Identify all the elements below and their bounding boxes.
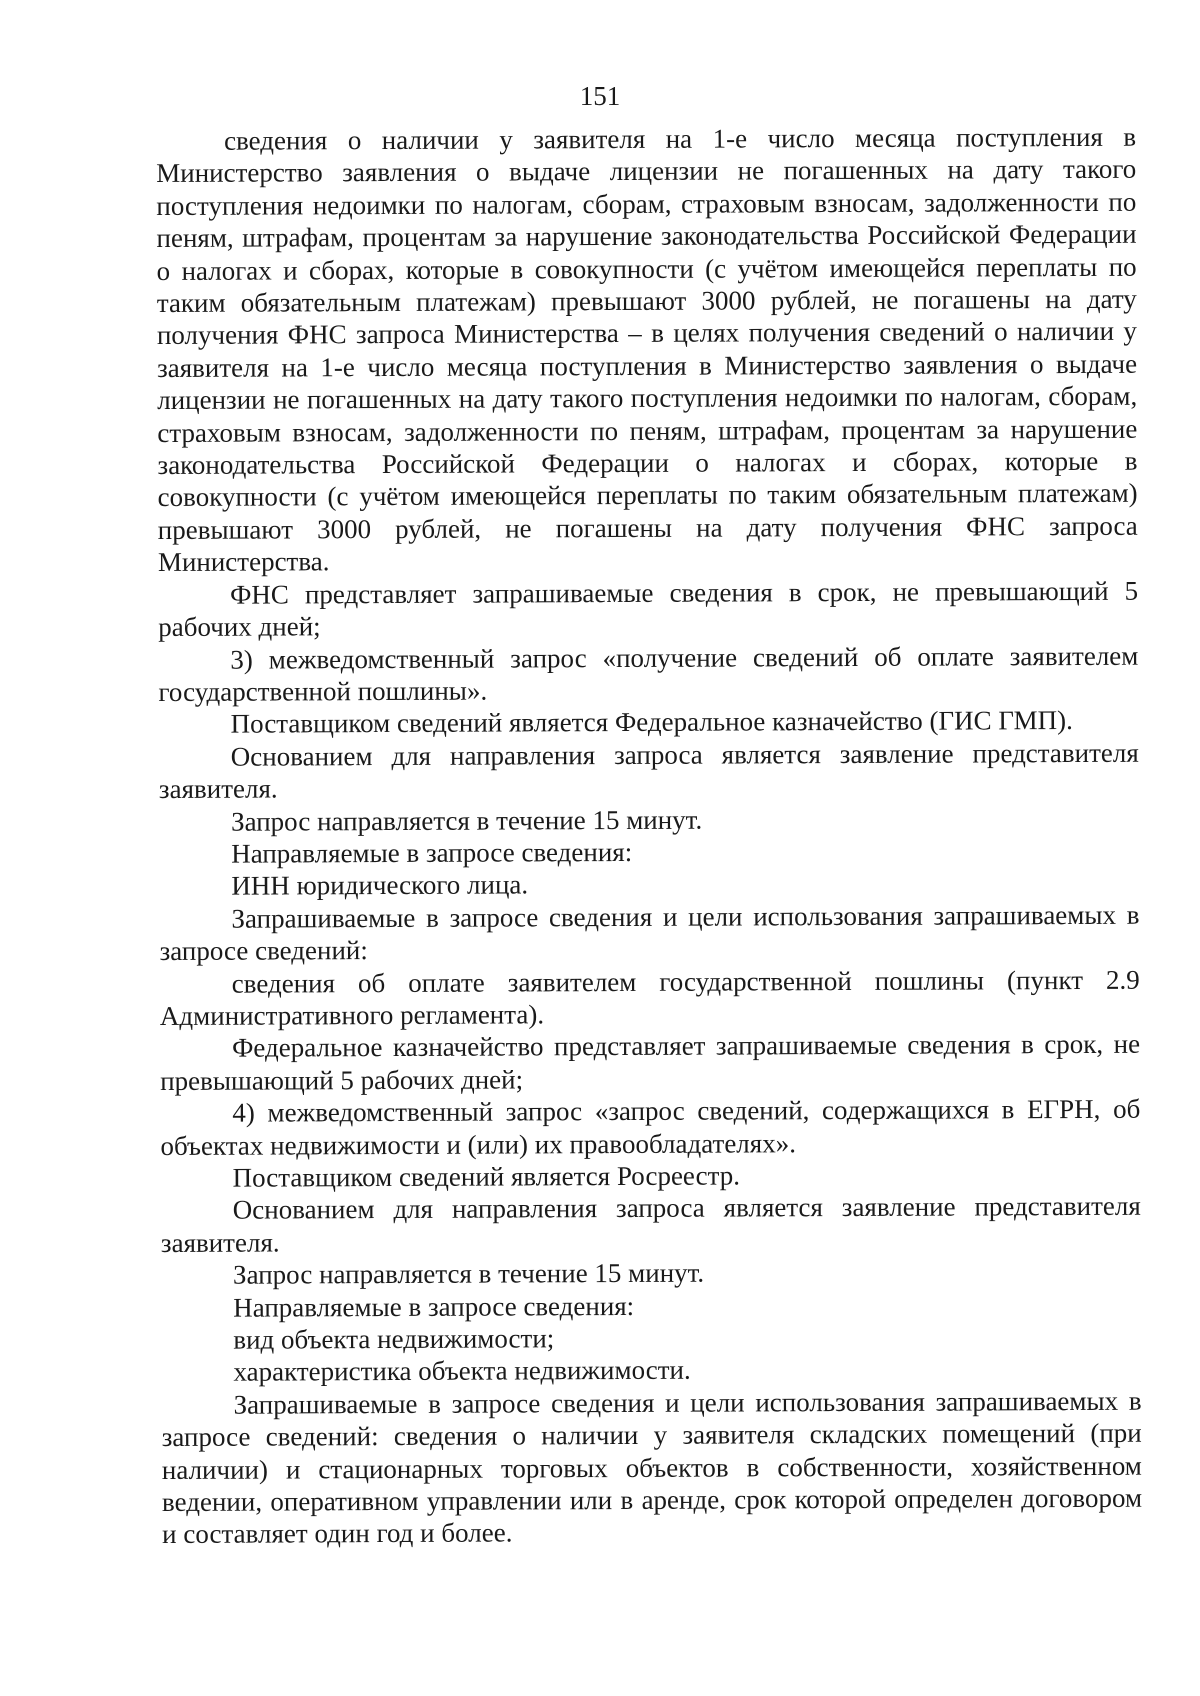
paragraph-request-3: 3) межведомственный запрос «получение сведений об оплате заявителем государственной пошлины».	[158, 640, 1139, 707]
paragraph-basis-3: Основанием для направления запроса является заявление представителя заявителя.	[158, 737, 1139, 805]
paragraph-requested-3: Запрашиваемые в запросе сведения и цели использования запрашиваемых в запросе сведений:	[159, 899, 1140, 967]
document-body	[156, 121, 1142, 1551]
paragraph-sent-data-4: Направляемые в запросе сведения:	[233, 1290, 635, 1323]
paragraph-time-3: Запрос направляется в течение 15 минут.	[230, 804, 703, 837]
paragraph-request-4: 4) межведомственный запрос «запрос сведений, содержащихся в ЕГРН, об объектах недвижимости и (или) их правообладателях».	[160, 1093, 1141, 1161]
paragraph-basis-4: Основанием для направления запроса является заявление представителя заявителя.	[160, 1191, 1141, 1258]
paragraph-fns-deadline: ФНС представляет запрашиваемые сведения в срок, не превышающий 5 рабочих дней;	[158, 575, 1139, 643]
paragraph-supplier-rosreestr: Поставщиком сведений является Росреестр.	[232, 1160, 740, 1193]
paragraph-time-4: Запрос направляется в течение 15 минут.	[232, 1257, 705, 1290]
paragraph-object-type: вид объекта недвижимости;	[233, 1323, 555, 1355]
paragraph-sent-data-3: Направляемые в запросе сведения:	[231, 836, 633, 869]
paragraph-object-characteristic: характеристика объекта недвижимости.	[233, 1355, 691, 1388]
paragraph-treasury-deadline: Федеральное казначейство представляет запрашиваемые сведения в срок, не превышающий 5 рабочих дней;	[160, 1029, 1141, 1096]
paragraph-payment-info: сведения об оплате заявителем государственной пошлины (пункт 2.9 Административного регламента).	[159, 964, 1140, 1031]
paragraph-fns-info: сведения о наличии у заявителя на 1-е число месяца поступления в Министерство заявления о выдаче лицензии не погашенных на дату такого поступления недоимки по налогам, сборам, страховым взносам, задолженности по пеням, штрафам, процентам за нарушение законодательства Российской Федерации о налогах и сборах, которые в совокупности (с учётом имеющейся переплаты по таким обязательным платежам) превышают 3000 рублей, не погашены на дату получения ФНС запроса Министерства – в целях получения сведений о наличии у заявителя на 1-е число месяца поступления в Министерство заявления о выдаче лицензии не погашенных на дату такого поступления недоимки по налогам, сборам, страховым взносам, задолженности по пеням, штрафам, процентам за нарушение законодательства Российской Федерации о налогах и сборах, которые в совокупности (с учётом имеющейся переплаты по таким обязательным платежам) превышают 3000 рублей, не погашены на дату получения ФНС запроса Министерства.	[156, 121, 1138, 578]
page-number: 151	[579, 81, 621, 111]
paragraph-inn: ИНН юридического лица.	[231, 869, 529, 902]
paragraph-requested-4: Запрашиваемые в запросе сведения и цели использования запрашиваемых в запросе сведений: сведения о наличии у заявителя складских помещений (при наличии) и стационарных торговых объектов в собственности, хозяйственном ведении, оперативном управлении или в аренде, срок которой определен договором и составляет один год и более.	[161, 1385, 1143, 1550]
paragraph-supplier-treasury: Поставщиком сведений является Федеральное казначейство (ГИС ГМП).	[230, 705, 1073, 739]
